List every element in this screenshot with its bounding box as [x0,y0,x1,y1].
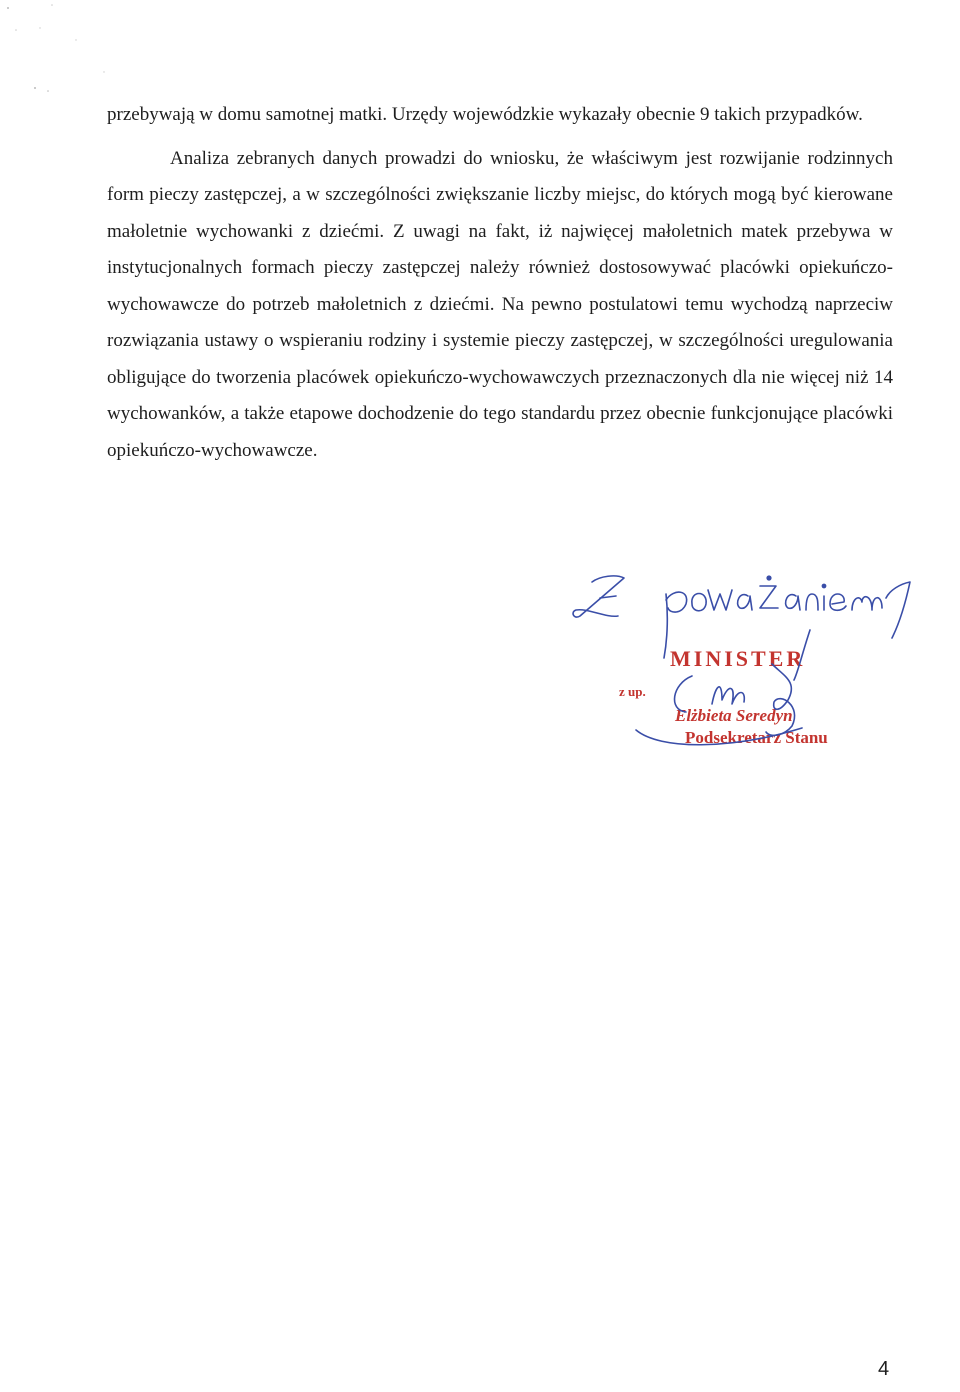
scan-specks [0,0,120,100]
stamp-on-behalf: z up. [619,684,646,699]
page-number: 4 [878,1358,890,1380]
stamp-role: Podsekretarz Stanu [685,728,828,747]
handwritten-signature [540,560,940,770]
signature-block [540,560,940,770]
paragraph-continuation: przebywają w domu samotnej matki. Urzędy wojewódzkie wykazały obecnie 9 takich przypadków. [107,104,863,125]
letter-body [107,97,893,469]
paragraph-analysis: Analiza zebranych danych prowadzi do wniosku, że właściwym jest rozwijanie rodzinnych form pieczy zastępczej, a w szczególności zwiększanie liczby miejsc, do których mogą być kierowane małoletnie wychowanki z dziećmi. Z uwagi na fakt, iż najwięcej małoletnich matek przebywa w instytucjonalnych formach pieczy zastępczej należy również dostosowywać placówki opiekuńczo-wychowawcze do potrzeb małoletnich z dziećmi. Na pewno postulatowi temu wychodzą naprzeciw rozwiązania ustawy o wspieraniu rodziny i systemie pieczy zastępczej, w szczególności uregulowania obligujące do tworzenia placówek opiekuńczo-wychowawczych przeznaczonych dla nie więcej niż 14 wychowanków, a także etapowe dochodzenie do tego standardu przez obecnie funkcjonujące placówki opiekuńczo-wychowawcze. [107,147,893,461]
stamp-name: Elżbieta Seredyn [675,706,793,725]
stamp-title: MINISTER [670,646,806,671]
